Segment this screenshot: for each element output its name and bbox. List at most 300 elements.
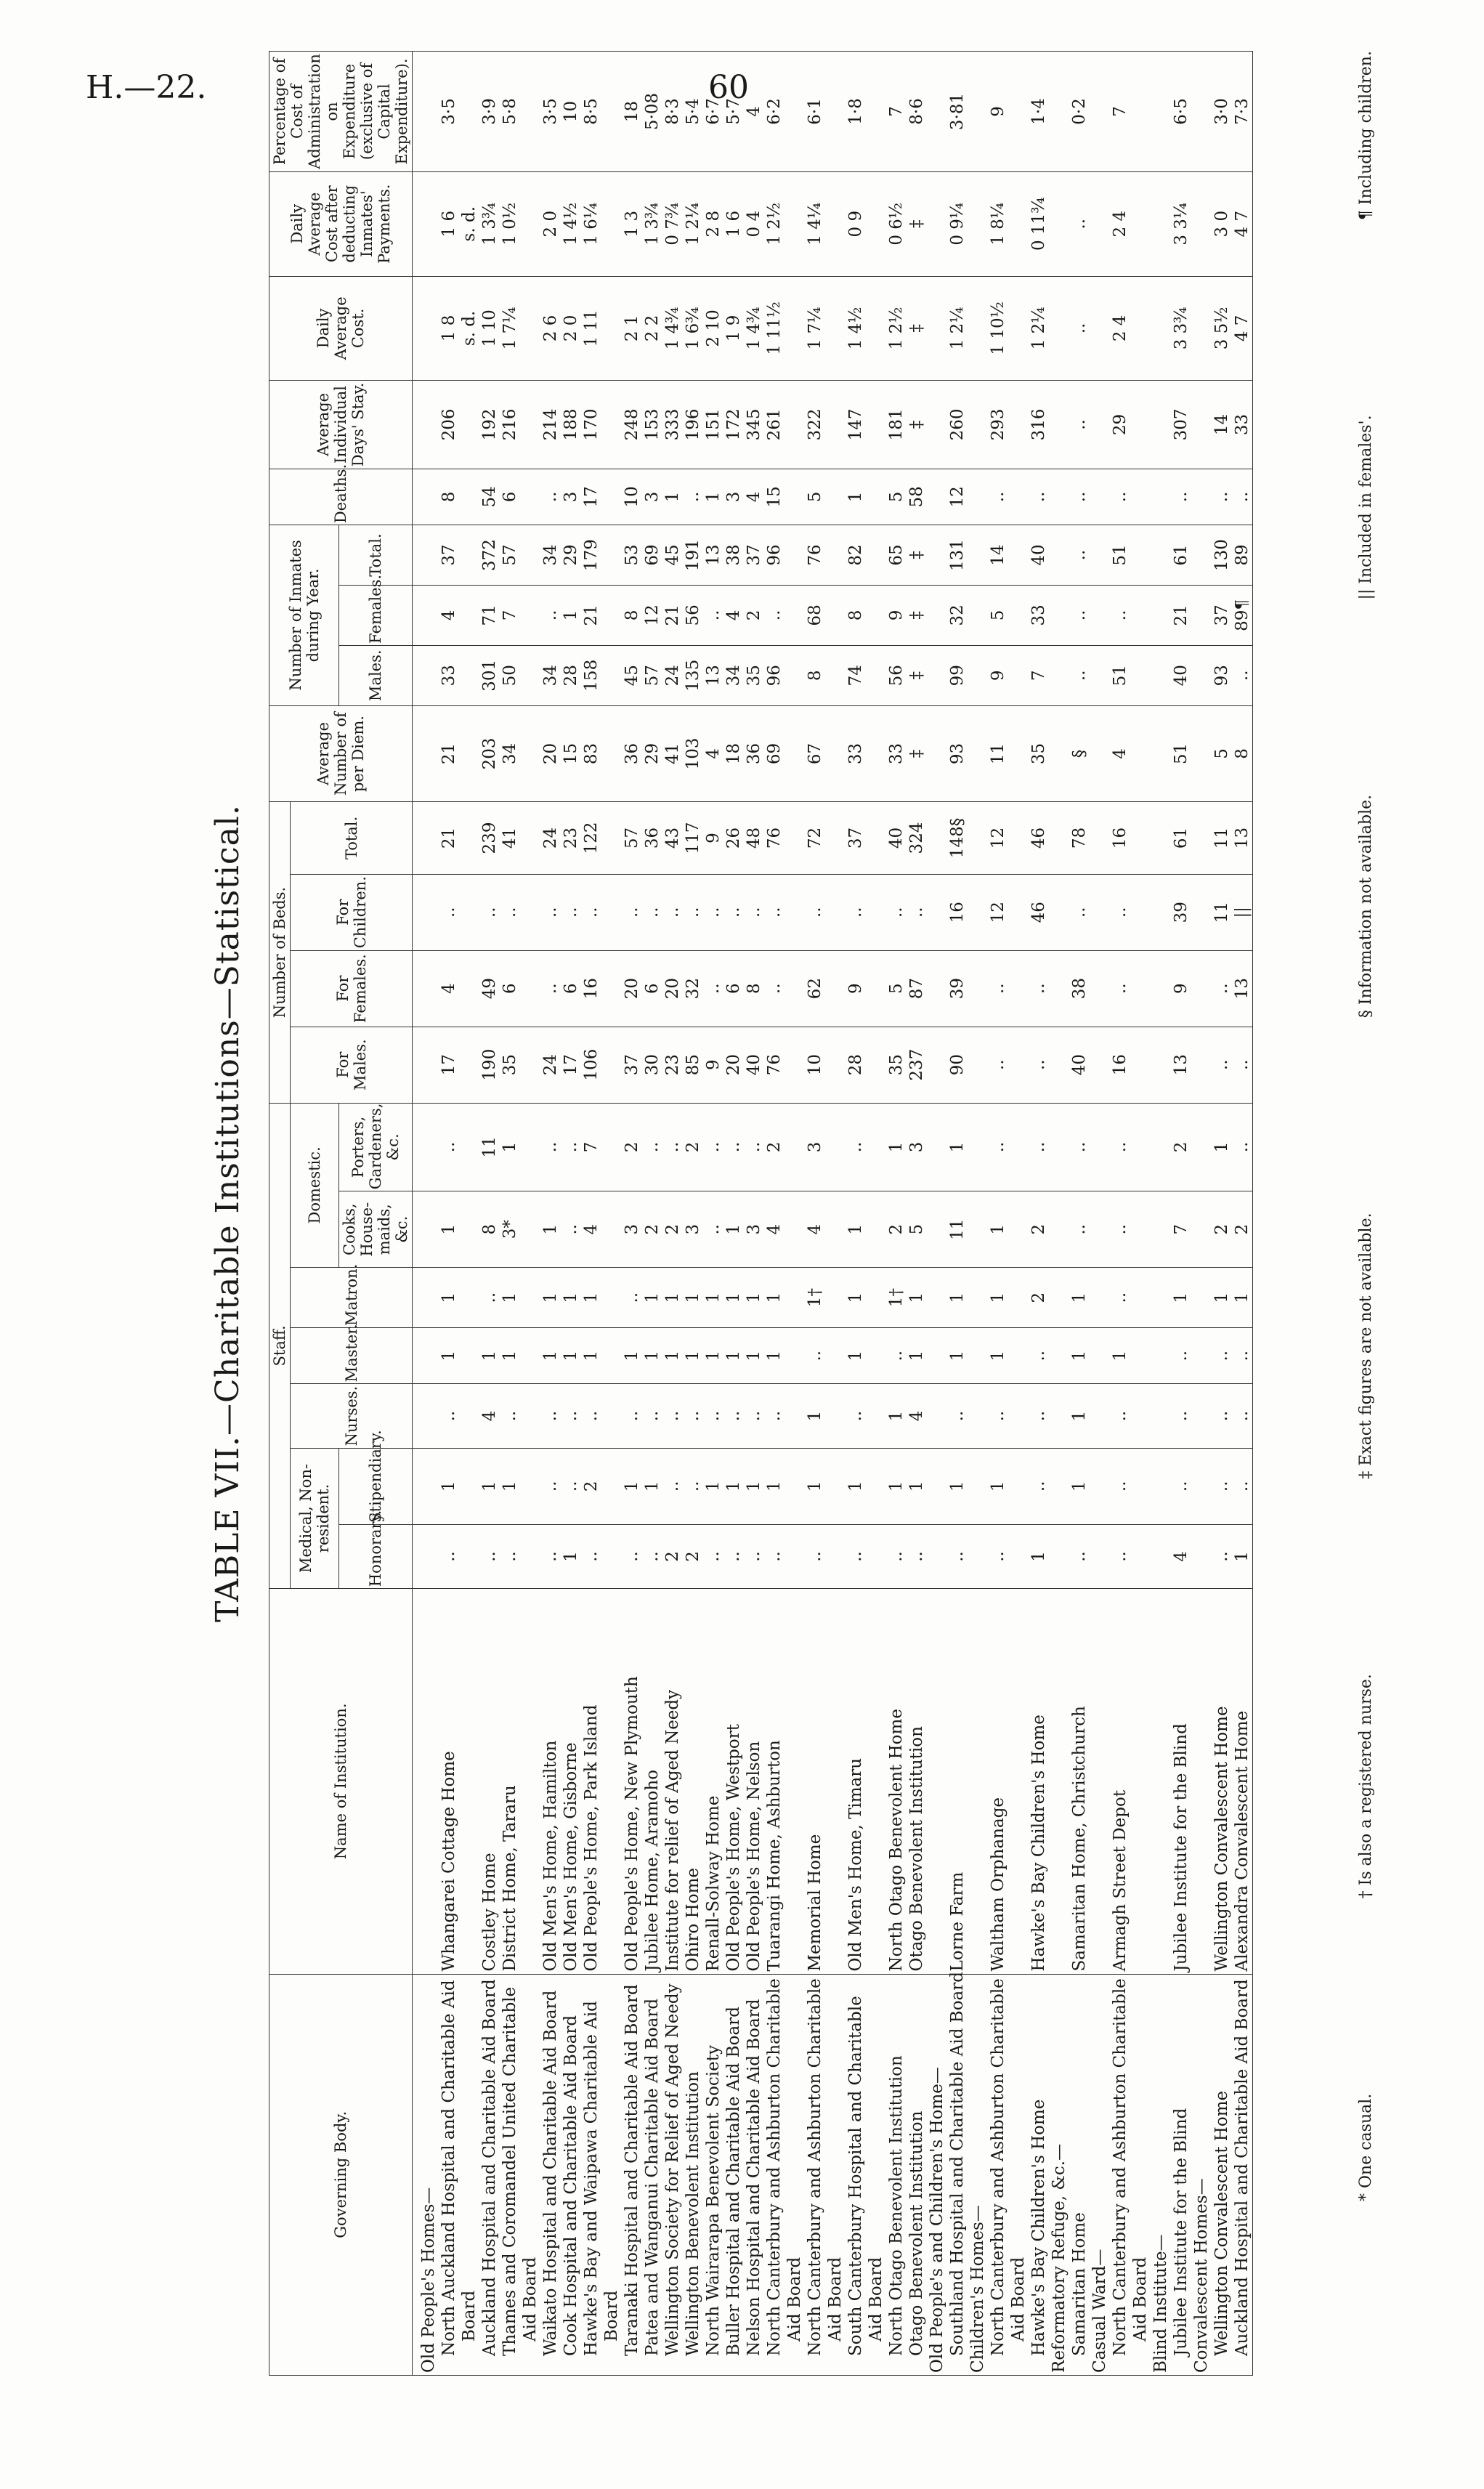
value-cell — [1130, 1268, 1151, 1328]
value-cell: .. — [1232, 469, 1253, 525]
value-cell — [413, 1103, 439, 1191]
value-cell: .. — [703, 874, 723, 950]
value-cell — [784, 1384, 805, 1448]
value-cell — [866, 1103, 886, 1191]
value-cell: 17 — [561, 1027, 581, 1103]
value-cell — [1151, 276, 1171, 381]
value-cell — [520, 950, 540, 1027]
value-cell — [1151, 1027, 1171, 1103]
value-cell — [1191, 276, 1212, 381]
value-cell: .. — [561, 1191, 581, 1268]
value-cell: 1 11½ — [764, 276, 784, 381]
value-cell — [1191, 171, 1212, 276]
value-cell — [1191, 802, 1212, 874]
table-row — [1029, 52, 1049, 2376]
value-cell — [1049, 276, 1069, 381]
value-cell — [1130, 171, 1151, 276]
value-cell — [784, 1268, 805, 1328]
institution-cell: Old Men's Home, Gisborne — [561, 1589, 581, 1974]
value-cell — [1008, 1103, 1029, 1191]
value-cell — [784, 1328, 805, 1384]
value-cell: .. — [561, 874, 581, 950]
value-cell: .. — [805, 1524, 825, 1588]
value-cell: .. — [703, 950, 723, 1027]
value-cell: .. — [1110, 1524, 1130, 1588]
institution-cell: Old Men's Home, Timaru — [846, 1589, 866, 1974]
value-cell: 51 — [1110, 645, 1130, 705]
value-cell: § — [1069, 705, 1090, 802]
value-cell: 53 — [622, 525, 642, 586]
value-cell — [927, 171, 947, 276]
value-cell: .. — [1029, 469, 1049, 525]
value-cell: .. — [683, 1384, 703, 1448]
value-cell: .. — [540, 950, 561, 1027]
value-cell — [825, 1384, 846, 1448]
value-cell: .. — [1069, 1191, 1090, 1268]
value-cell: 10 — [622, 469, 642, 525]
value-cell — [1090, 52, 1110, 172]
value-cell: 1 6 — [439, 171, 459, 276]
value-cell — [1008, 525, 1029, 586]
value-cell — [1090, 381, 1110, 469]
value-cell: .. — [540, 469, 561, 525]
value-cell: 7 — [581, 1103, 601, 1191]
value-cell — [1191, 1384, 1212, 1448]
value-cell: 1 — [500, 1103, 520, 1191]
value-cell: 17 — [581, 469, 601, 525]
value-cell: .. — [846, 1524, 866, 1588]
table-row — [744, 52, 764, 2376]
value-cell: .. — [764, 585, 784, 645]
col-beds-total: Total. — [291, 802, 413, 874]
value-cell: 322 — [805, 381, 825, 469]
value-cell — [1008, 585, 1029, 645]
value-cell: 34 — [723, 645, 744, 705]
value-cell: 1 — [846, 1328, 866, 1384]
value-cell: 54 — [479, 469, 500, 525]
value-cell — [601, 950, 622, 1027]
institution-cell — [1151, 1589, 1171, 1974]
value-cell: 4 — [723, 585, 744, 645]
value-cell: .. — [846, 1384, 866, 1448]
value-cell — [1049, 469, 1069, 525]
value-cell — [520, 525, 540, 586]
value-cell: .. — [561, 1448, 581, 1524]
institution-cell — [1008, 1589, 1029, 1974]
value-cell — [968, 874, 988, 950]
value-cell — [866, 52, 886, 172]
value-cell — [1130, 1384, 1151, 1448]
value-cell: .. — [886, 1328, 907, 1384]
institution-cell — [968, 1589, 988, 1974]
value-cell — [866, 705, 886, 802]
value-cell: .. — [662, 874, 683, 950]
value-cell: 8 — [439, 469, 459, 525]
institution-cell: Costley Home — [479, 1589, 500, 1974]
table-row — [439, 52, 459, 2376]
governing-body-cell: North Otago Benevolent Institution — [886, 1974, 907, 2375]
value-cell: .. — [1212, 1524, 1232, 1588]
value-cell: .. — [479, 1268, 500, 1328]
value-cell: 1 6¾ — [683, 276, 703, 381]
value-cell — [968, 950, 988, 1027]
value-cell: 1 — [642, 1328, 662, 1384]
value-cell: 1 4½ — [561, 171, 581, 276]
value-cell: .. — [439, 1524, 459, 1588]
institution-cell: Lorne Farm — [947, 1589, 968, 1974]
value-cell: 7 — [886, 52, 907, 172]
value-cell: .. — [1212, 1384, 1232, 1448]
table-row — [459, 52, 479, 2376]
value-cell: 5 — [988, 585, 1008, 645]
value-cell: 58 — [907, 469, 927, 525]
value-cell — [1049, 1384, 1069, 1448]
value-cell: 0·2 — [1069, 52, 1090, 172]
value-cell: 1 — [439, 1328, 459, 1384]
value-cell: 5 — [886, 950, 907, 1027]
value-cell — [1191, 1524, 1212, 1588]
value-cell: 153 — [642, 381, 662, 469]
value-cell: .. — [662, 1384, 683, 1448]
table-row — [642, 52, 662, 2376]
value-cell: .. — [540, 585, 561, 645]
value-cell — [1130, 525, 1151, 586]
value-cell: 1 — [479, 1448, 500, 1524]
value-cell — [927, 276, 947, 381]
value-cell: .. — [1069, 874, 1090, 950]
value-cell: .. — [1212, 1027, 1232, 1103]
value-cell: 2 0 — [561, 276, 581, 381]
value-cell — [825, 381, 846, 469]
value-cell — [459, 705, 479, 802]
value-cell — [784, 52, 805, 172]
value-cell — [1130, 381, 1151, 469]
governing-body-cell: Children's Homes— — [968, 1974, 988, 2375]
value-cell — [968, 585, 988, 645]
value-cell — [601, 645, 622, 705]
value-cell: 96 — [764, 525, 784, 586]
value-cell — [968, 525, 988, 586]
table-row — [1212, 52, 1232, 2376]
value-cell: .. — [988, 1103, 1008, 1191]
value-cell: 65 — [886, 525, 907, 586]
value-cell — [1130, 1448, 1151, 1524]
value-cell: 9 — [988, 645, 1008, 705]
value-cell: 8 — [805, 645, 825, 705]
value-cell: .. — [662, 1103, 683, 1191]
value-cell: 16 — [947, 874, 968, 950]
table-row — [581, 52, 601, 2376]
value-cell: .. — [1110, 585, 1130, 645]
value-cell: 36 — [642, 802, 662, 874]
table-row — [1130, 52, 1151, 2376]
institution-cell: Whangarei Cottage Home — [439, 1589, 459, 1974]
table-row — [662, 52, 683, 2376]
value-cell: .. — [439, 1384, 459, 1448]
value-cell: 50 — [500, 645, 520, 705]
value-cell: 345 — [744, 381, 764, 469]
value-cell — [1049, 381, 1069, 469]
value-cell — [1151, 950, 1171, 1027]
value-cell: 1 — [805, 1384, 825, 1448]
value-cell — [520, 171, 540, 276]
value-cell — [1130, 874, 1151, 950]
value-cell: .. — [439, 874, 459, 950]
value-cell: 2 1 — [622, 276, 642, 381]
value-cell: 37 — [622, 1027, 642, 1103]
value-cell — [784, 171, 805, 276]
governing-body-cell: Auckland Hospital and Charitable Aid Board — [1232, 1974, 1253, 2375]
value-cell — [927, 1328, 947, 1384]
value-cell: s. d. — [459, 276, 479, 381]
value-cell — [413, 950, 439, 1027]
value-cell: 203 — [479, 705, 500, 802]
value-cell — [1130, 1191, 1151, 1268]
value-cell: 1 — [540, 1328, 561, 1384]
value-cell: 2 — [764, 1103, 784, 1191]
value-cell — [601, 1328, 622, 1384]
value-cell: 1 — [703, 1448, 723, 1524]
value-cell: 1 8¼ — [988, 171, 1008, 276]
value-cell: 1 — [764, 1268, 784, 1328]
value-cell — [1008, 1191, 1029, 1268]
governing-body-cell: Wellington Convalescent Home — [1212, 1974, 1232, 2375]
footnotes — [1357, 51, 1375, 2201]
page-identifier: H.—22. — [86, 69, 207, 106]
col-pct-admin: Percentage of Cost of Administration on Expenditure (exclusive of Capital Expenditure). — [269, 52, 413, 172]
value-cell — [825, 1027, 846, 1103]
value-cell: .. — [540, 1384, 561, 1448]
value-cell: 1 — [540, 1268, 561, 1328]
value-cell: 76 — [764, 802, 784, 874]
value-cell — [413, 1384, 439, 1448]
value-cell — [1008, 1268, 1029, 1328]
value-cell: 4 — [1110, 705, 1130, 802]
value-cell: 130 — [1212, 525, 1232, 586]
value-cell: 1 6¼ — [581, 171, 601, 276]
value-cell: 61 — [1171, 525, 1191, 586]
governing-body-cell: Jubilee Institute for the Blind — [1171, 1974, 1191, 2375]
value-cell — [1090, 171, 1110, 276]
governing-body-cell: Cook Hospital and Charitable Aid Board — [561, 1974, 581, 2375]
value-cell: 4 — [1171, 1524, 1191, 1588]
value-cell — [413, 171, 439, 276]
value-cell: 214 — [540, 381, 561, 469]
value-cell — [927, 381, 947, 469]
value-cell: .. — [561, 1384, 581, 1448]
value-cell: .. — [581, 1384, 601, 1448]
value-cell: .. — [1232, 645, 1253, 705]
value-cell: 1 — [622, 1448, 642, 1524]
value-cell — [1191, 950, 1212, 1027]
value-cell: .. — [805, 874, 825, 950]
value-cell: .. — [622, 1524, 642, 1588]
value-cell: 76 — [764, 1027, 784, 1103]
value-cell — [413, 1524, 439, 1588]
col-porters: Porters, Gardeners, &c. — [339, 1103, 413, 1191]
value-cell: 67 — [805, 705, 825, 802]
value-cell — [520, 1103, 540, 1191]
value-cell: 71 — [479, 585, 500, 645]
value-cell: 2 4 — [1110, 276, 1130, 381]
col-governing-body: Governing Body. — [269, 1974, 413, 2375]
value-cell: 1 — [947, 1268, 968, 1328]
value-cell: 1† — [805, 1268, 825, 1328]
value-cell: 2 — [1212, 1191, 1232, 1268]
value-cell — [1130, 1027, 1151, 1103]
value-cell — [866, 525, 886, 586]
value-cell: 1 — [479, 1328, 500, 1384]
value-cell: .. — [1212, 1328, 1232, 1384]
value-cell — [520, 469, 540, 525]
value-cell: .. — [1029, 1448, 1049, 1524]
governing-body-cell: Casual Ward— — [1090, 1974, 1110, 2375]
value-cell: 34 — [540, 645, 561, 705]
value-cell: 4 — [764, 1191, 784, 1268]
value-cell: 36 — [622, 705, 642, 802]
institution-cell: Ohiro Home — [683, 1589, 703, 1974]
table-row — [886, 52, 907, 2376]
value-cell: .. — [1029, 1384, 1049, 1448]
value-cell: 2 — [1029, 1191, 1049, 1268]
value-cell: 1 3¾ — [642, 171, 662, 276]
value-cell: .. — [1110, 1384, 1130, 1448]
value-cell: .. — [744, 1103, 764, 1191]
value-cell — [866, 585, 886, 645]
table-row — [1232, 52, 1253, 2376]
governing-body-cell: Hawke's Bay Children's Home — [1029, 1974, 1049, 2375]
value-cell: 1 — [683, 1328, 703, 1384]
value-cell: 7·3 — [1232, 52, 1253, 172]
value-cell: 2 — [642, 1191, 662, 1268]
value-cell: ‡ — [907, 381, 927, 469]
value-cell: 40 — [1171, 645, 1191, 705]
value-cell: .. — [479, 1524, 500, 1588]
value-cell: 48 — [744, 802, 764, 874]
value-cell: 307 — [1171, 381, 1191, 469]
value-cell — [1130, 52, 1151, 172]
table-row — [947, 52, 968, 2376]
value-cell: 3 0 — [1212, 171, 1232, 276]
col-inmates: Number of Inmates during Year. — [269, 525, 339, 706]
value-cell: .. — [1212, 1448, 1232, 1524]
value-cell — [1008, 171, 1029, 276]
value-cell — [866, 469, 886, 525]
value-cell: 1 — [561, 585, 581, 645]
value-cell — [413, 276, 439, 381]
value-cell: .. — [642, 1524, 662, 1588]
value-cell: 13 — [1171, 1027, 1191, 1103]
value-cell: 33 — [1232, 381, 1253, 469]
value-cell: 6 — [723, 950, 744, 1027]
value-cell: 151 — [703, 381, 723, 469]
value-cell: 33 — [846, 705, 866, 802]
value-cell: 188 — [561, 381, 581, 469]
table-row — [1049, 52, 1069, 2376]
governing-body-cell: North Canterbury and Ashburton Charitable — [1110, 1974, 1130, 2375]
value-cell: 6·1 — [805, 52, 825, 172]
value-cell — [866, 950, 886, 1027]
value-cell — [927, 802, 947, 874]
value-cell: .. — [764, 1384, 784, 1448]
institution-cell — [784, 1589, 805, 1974]
value-cell: .. — [723, 874, 744, 950]
value-cell — [1008, 645, 1029, 705]
value-cell: 1 3 — [622, 171, 642, 276]
value-cell: 11 — [1212, 874, 1232, 950]
value-cell: .. — [1212, 950, 1232, 1027]
value-cell: 90 — [947, 1027, 968, 1103]
value-cell: 172 — [723, 381, 744, 469]
institution-cell: Old Men's Home, Hamilton — [540, 1589, 561, 1974]
value-cell — [459, 1103, 479, 1191]
value-cell: 3·9 — [479, 52, 500, 172]
value-cell — [1191, 469, 1212, 525]
value-cell: .. — [723, 1384, 744, 1448]
value-cell: 16 — [1110, 802, 1130, 874]
value-cell: 89 — [1232, 525, 1253, 586]
value-cell: 1† — [886, 1268, 907, 1328]
value-cell: .. — [1110, 1268, 1130, 1328]
value-cell: 37 — [846, 802, 866, 874]
value-cell: 260 — [947, 381, 968, 469]
value-cell: .. — [1171, 1448, 1191, 1524]
value-cell: .. — [886, 1524, 907, 1588]
value-cell: 34 — [540, 525, 561, 586]
value-cell: 1 — [581, 1328, 601, 1384]
value-cell — [1049, 1268, 1069, 1328]
value-cell: 29 — [642, 705, 662, 802]
value-cell: 9 — [703, 802, 723, 874]
table-row — [1090, 52, 1110, 2376]
value-cell: 131 — [947, 525, 968, 586]
value-cell: 1 — [988, 1191, 1008, 1268]
value-cell: 46 — [1029, 874, 1049, 950]
governing-body-cell: Southland Hospital and Charitable Aid Board — [947, 1974, 968, 2375]
value-cell — [1191, 705, 1212, 802]
value-cell: 37 — [1212, 585, 1232, 645]
value-cell: .. — [723, 1524, 744, 1588]
value-cell — [1008, 1384, 1029, 1448]
value-cell: 181 — [886, 381, 907, 469]
value-cell — [520, 1524, 540, 1588]
value-cell — [784, 585, 805, 645]
institution-cell: Waltham Orphanage — [988, 1589, 1008, 1974]
value-cell — [601, 276, 622, 381]
value-cell — [866, 171, 886, 276]
value-cell — [601, 171, 622, 276]
value-cell: 4 — [439, 585, 459, 645]
value-cell: s. d. — [459, 171, 479, 276]
institution-cell: Wellington Convalescent Home — [1212, 1589, 1232, 1974]
value-cell — [1049, 645, 1069, 705]
value-cell: 1 — [1212, 1103, 1232, 1191]
value-cell: 1 — [886, 1103, 907, 1191]
value-cell — [825, 1328, 846, 1384]
value-cell — [1090, 1448, 1110, 1524]
value-cell: 33 — [439, 645, 459, 705]
value-cell: .. — [439, 1103, 459, 1191]
value-cell: 5 — [805, 469, 825, 525]
value-cell — [1130, 802, 1151, 874]
value-cell — [459, 1328, 479, 1384]
table-row — [413, 52, 439, 2376]
value-cell — [1090, 585, 1110, 645]
value-cell — [1049, 1328, 1069, 1384]
value-cell: 89¶ — [1232, 585, 1253, 645]
value-cell: 5 — [907, 1191, 927, 1268]
value-cell: 10 — [561, 52, 581, 172]
